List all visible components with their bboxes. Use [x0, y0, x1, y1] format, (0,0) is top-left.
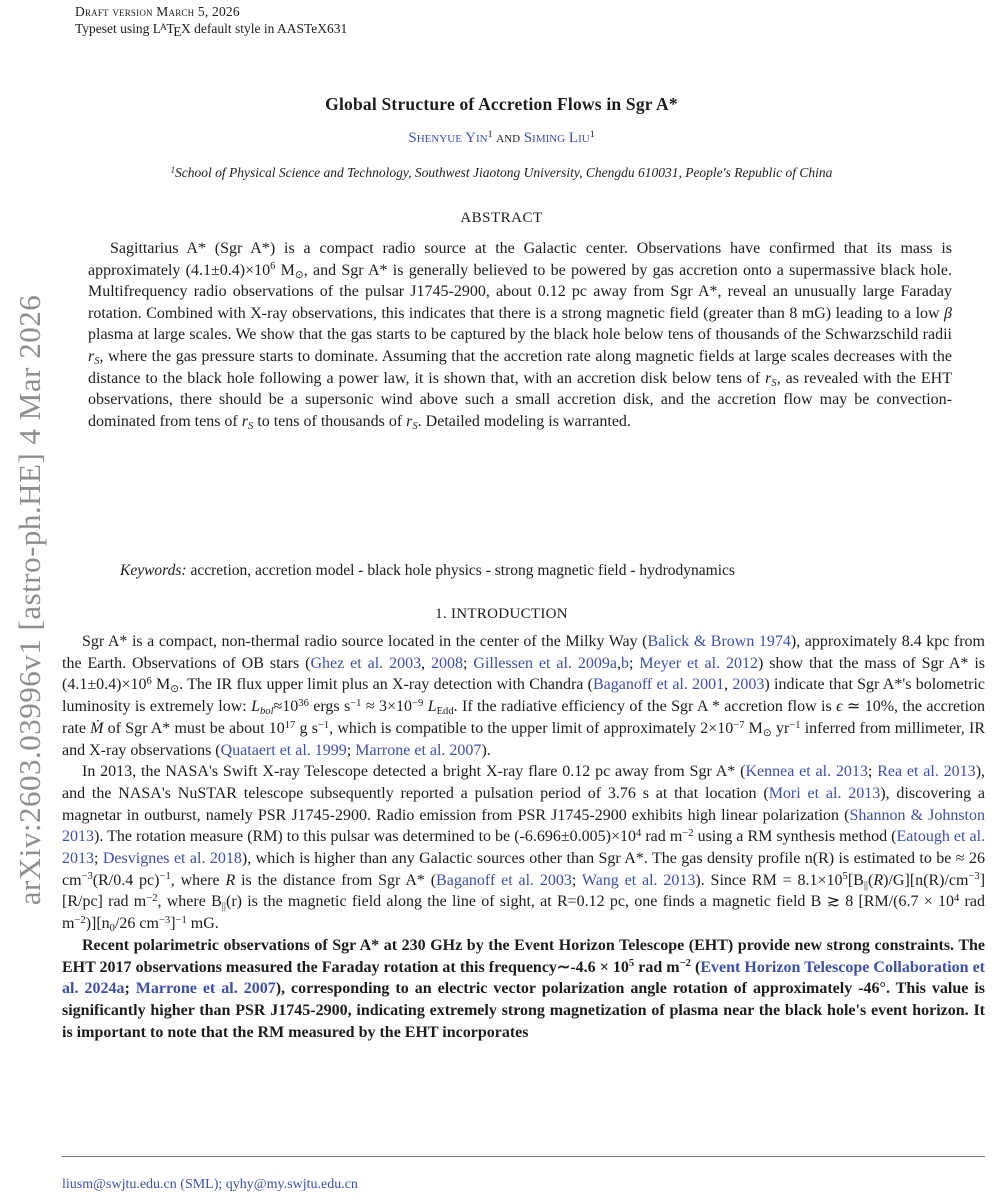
text-segment: R — [873, 871, 884, 889]
text-segment: inferred from millimeter, IR and X-ray observations ( — [62, 719, 985, 759]
text-segment: yr — [771, 719, 790, 737]
text-segment: S — [771, 377, 777, 389]
text-segment: −9 — [412, 697, 424, 709]
text-segment: L — [251, 698, 261, 716]
text-segment: 4 — [636, 828, 642, 840]
citation-link[interactable]: b — [620, 654, 629, 672]
text-segment: Typeset using — [75, 21, 153, 36]
citation-link[interactable]: Shannon & Johnston 2013 — [62, 806, 986, 846]
text-segment: S — [412, 420, 418, 432]
citation-link[interactable]: Meyer et al. 2012 — [639, 654, 759, 672]
text-segment: , as revealed with the EHT observations, there should be a supersonic wind above such a small accretion disk, and the accretion flow may be convection-dominated from tens of — [88, 369, 952, 430]
text-segment: 5 — [628, 958, 635, 970]
text-segment: ), and the NASA's NuSTAR telescope subsequently reported a pulsation period of 3.76 s at that location ( — [62, 763, 986, 802]
citation-link[interactable]: Mori et al. 2013 — [768, 784, 881, 802]
text-segment: /26 cm — [114, 915, 159, 933]
text-segment: to tens of thousands of — [253, 412, 407, 430]
text-segment: R — [225, 871, 236, 889]
text-segment: )][n — [85, 915, 110, 933]
citation-link[interactable]: Eatough et al. 2013 — [62, 828, 986, 868]
citation-link[interactable]: Gillessen et al. 2009a — [473, 654, 617, 672]
text-segment: −3 — [968, 871, 980, 883]
intro-paragraph-1 — [62, 631, 985, 761]
text-segment: r — [765, 369, 772, 387]
text-segment: ≈10 — [273, 698, 299, 716]
text-segment: . The IR flux upper limit plus an X-ray detection with Chandra ( — [179, 676, 593, 694]
text-segment: , which is compatible to the upper limit of approximately 2×10 — [329, 719, 734, 737]
text-segment: plasma at large scales. We show that the gas starts to be captured by the black hole below tens of thousands of the Schwarzschild radii — [88, 326, 952, 344]
typeset-style-line — [75, 20, 347, 39]
text-segment: ). The rotation measure (RM) to this pulsar was determined to be (-6.696±0.005)×10 — [94, 828, 637, 846]
text-segment: ; — [124, 980, 136, 998]
citation-link[interactable]: 2003 — [732, 676, 765, 694]
text-segment: 1 — [170, 164, 176, 175]
text-segment: ] — [170, 915, 176, 933]
text-segment: (r) is the magnetic field along the line of sight, at R=0.12 pc, one finds a magnetic field B ≳ 8 [RM/(6.7 × 10 — [225, 893, 955, 911]
text-segment: S — [94, 355, 100, 367]
citation-link[interactable]: Marrone et al. 2007 — [355, 741, 482, 759]
text-segment: Edd — [436, 706, 454, 718]
text-segment: ) show that the mass of Sgr A* is (4.1±0.4)×10 — [62, 654, 986, 694]
footnote-rule — [62, 1156, 985, 1157]
text-segment: −1 — [317, 719, 330, 731]
text-segment: , — [724, 676, 733, 694]
citation-link[interactable]: Marrone et al. 2007 — [135, 980, 276, 998]
citation-link[interactable]: Kennea et al. 2013 — [745, 763, 868, 781]
text-segment: Recent polarimetric observations of Sgr A* at 230 GHz by the Event Horizon Telescope (EHT) provide new strong constraints. The EHT 2017 observations measured the Faraday rotation at this frequency∼-4.6 × 10 — [62, 936, 985, 976]
citation-link[interactable]: Quataert et al. 1999 — [220, 741, 347, 759]
citation-link[interactable]: Balick & Brown 1974 — [647, 633, 791, 650]
text-segment: of Sgr A* must be about 10 — [103, 719, 285, 737]
text-segment: −1 — [175, 914, 187, 926]
text-segment: ). Since RM = 8.1×10 — [695, 871, 843, 889]
text-segment: ; — [867, 763, 878, 781]
draft-header — [75, 3, 347, 39]
text-segment: , — [616, 654, 621, 672]
text-segment: accretion, accretion model - black hole physics - strong magnetic field - hydrodynamics — [190, 562, 735, 579]
text-segment: ), discovering a magnetar in outburst, namely PSR J1745-2900. Radio emission from PSR J1745-2900 exhibits high linear polarization ( — [62, 784, 986, 824]
author-line — [0, 130, 1003, 147]
text-segment: ), corresponding to an electric vector polarization angle rotation of approximately -46°. This value is significantly higher than PSR J1745-2900, indicating extremely strong magnetization of plasma near the black hole's event horizon. It is important to note that the RM measured by the EHT incorporates — [62, 980, 986, 1041]
text-segment: || — [863, 879, 869, 891]
text-segment: M — [275, 261, 295, 279]
text-segment: . Detailed modeling is warranted. — [417, 412, 631, 430]
text-segment: ; — [346, 741, 356, 759]
text-segment: −1 — [159, 871, 171, 883]
text-segment: X default style in AASTeX631 — [180, 21, 348, 36]
text-segment: −3 — [81, 871, 93, 883]
affiliation-line — [0, 165, 1003, 181]
citation-link[interactable]: Baganoff et al. 2003 — [436, 871, 572, 889]
text-segment: ( — [868, 871, 874, 889]
text-segment: ). — [481, 741, 491, 759]
text-segment: r — [241, 412, 248, 430]
citation-link[interactable]: Baganoff et al. 2001 — [593, 676, 725, 694]
text-segment: S — [247, 420, 254, 432]
text-segment: , where — [170, 871, 226, 889]
abstract-heading: ABSTRACT — [460, 210, 543, 226]
text-segment: , where B — [157, 893, 222, 911]
text-segment: rad m — [62, 893, 985, 933]
abstract-text — [88, 238, 952, 432]
text-segment: r — [406, 412, 413, 430]
text-segment: ⊙ — [294, 269, 304, 281]
citation-link[interactable]: 2008 — [431, 654, 464, 672]
text-segment: ≈ 3×10 — [361, 698, 413, 716]
text-segment: Sgr A* is a compact, non-thermal radio source located in the center of the Milky Way ( — [82, 633, 648, 650]
text-segment: A — [159, 22, 167, 34]
text-segment: . If the radiative efficiency of the Sgr A * accretion flow is — [453, 698, 837, 716]
text-segment: −1 — [350, 697, 362, 709]
citation-link[interactable]: Rea et al. 2013 — [877, 763, 976, 781]
text-segment: 4 — [954, 893, 960, 905]
text-segment: ; — [94, 850, 103, 868]
text-segment: (R/0.4 pc) — [92, 871, 160, 889]
intro-paragraph-2 — [62, 761, 985, 935]
citation-link[interactable]: Desvignes et al. 2018 — [102, 850, 242, 868]
citation-link[interactable]: Siming Liu — [523, 130, 590, 146]
text-segment: 5 — [842, 871, 848, 883]
citation-link[interactable]: liusm@swjtu.edu.cn (SML); qyhy@my.swjtu.edu.cn — [62, 1177, 358, 1192]
text-segment: 1 — [589, 129, 595, 141]
text-segment: ) indicate that Sgr A*'s bolometric luminosity is extremely low: — [62, 676, 986, 716]
citation-link[interactable]: Ghez et al. 2003 — [310, 654, 422, 672]
text-segment: −2 — [682, 828, 694, 840]
text-segment: r — [88, 347, 95, 365]
text-segment: Sagittarius A* (Sgr A*) is a compact radio source at the Galactic center. Observations have confirmed that its mass is approximately (4.1±0.4)×10 — [88, 240, 952, 279]
text-segment: ; — [571, 871, 582, 889]
text-segment: rad m — [634, 958, 680, 976]
text-segment: using a RM synthesis method ( — [693, 828, 897, 846]
citation-link[interactable]: Shenyue Yin — [408, 130, 488, 146]
text-segment: , where the gas pressure starts to dominate. Assuming that the accretion rate along magnetic fields at large scales decreases with the distance to the black hole following a power law, it is shown that, with an accretion disk below tens of — [88, 347, 952, 387]
text-segment: ϵ — [836, 698, 843, 716]
text-segment: L — [152, 21, 162, 36]
text-segment: 6 — [146, 676, 152, 688]
text-segment: ; — [463, 654, 474, 672]
text-segment: M — [151, 676, 171, 694]
text-segment: 36 — [298, 697, 309, 709]
text-segment: ), approximately 8.4 kpc from the Earth. Observations of OB stars ( — [62, 633, 986, 672]
text-segment: In 2013, the NASA's Swift X-ray Telescope detected a bright X-ray flare 0.12 pc away from Sgr A* ( — [82, 763, 746, 781]
citation-link[interactable]: Event Horizon Telescope Collaboration et al. 2024a — [62, 958, 986, 998]
text-segment: ⊙ — [762, 727, 772, 739]
text-segment: −3 — [158, 914, 171, 926]
text-segment: School of Physical Science and Technology, Southwest Jiaotong University, Chengdu 610031, People's Republic of China — [175, 165, 833, 180]
text-segment: −1 — [789, 719, 801, 731]
text-segment: −2 — [146, 893, 158, 905]
text-segment: β — [944, 304, 952, 322]
text-segment: −2 — [679, 958, 691, 970]
text-segment: rad m — [641, 828, 683, 846]
text-segment: ergs s — [308, 698, 351, 716]
text-segment: 1 — [487, 129, 493, 141]
text-segment: Ṁ — [90, 719, 104, 737]
intro-paragraph-3 — [62, 935, 985, 1044]
section-1-heading: 1. INTRODUCTION — [435, 606, 568, 622]
text-segment: −7 — [733, 719, 745, 731]
text-segment: || — [221, 901, 226, 913]
citation-link[interactable]: Wang et al. 2013 — [581, 871, 696, 889]
paper-title: Global Structure of Accretion Flows in Sgr A* — [325, 94, 678, 114]
text-segment: bol — [260, 706, 274, 718]
text-segment: , — [421, 654, 432, 672]
text-segment: T — [166, 21, 175, 36]
text-segment: ), which is higher than any Galactic sources other than Sgr A*. The gas density profile n(R) is estimated to be ≈ 26 cm — [62, 850, 985, 889]
introduction-body — [62, 631, 985, 1043]
text-segment: [B — [847, 871, 864, 889]
text-segment: ⊙ — [170, 684, 180, 696]
text-segment: 6 — [270, 261, 276, 273]
text-segment: 0 — [109, 923, 115, 935]
text-segment: and — [492, 130, 524, 146]
keywords-line — [88, 562, 952, 580]
draft-version-line: Draft version March 5, 2026 — [75, 4, 240, 19]
text-segment: , and Sgr A* is generally believed to be powered by gas accretion onto a supermassive black hole. Multifrequency radio observations of the pulsar J1745-2900, about 0.12 pc away from Sgr A*, reveal an unusually large Faraday rotation. Combined with X-ray observations, this indicates that there is a strong magnetic field (greater than 8 mG) leading to a low — [88, 261, 953, 322]
text-segment: −2 — [74, 914, 86, 926]
text-segment: ≃ 10%, the accretion rate — [62, 698, 986, 737]
text-segment: M — [744, 719, 763, 737]
text-segment: is the distance from Sgr A* ( — [235, 871, 437, 889]
text-segment: ; — [628, 654, 640, 672]
text-segment: ][R/pc] rad m — [62, 871, 986, 911]
text-segment: L — [427, 698, 437, 716]
text-segment: E — [173, 23, 182, 39]
text-segment: ( — [690, 958, 701, 976]
text-segment: 17 — [284, 719, 296, 731]
footer-email — [62, 1177, 358, 1193]
text-segment: Keywords: — [120, 562, 191, 579]
text-segment: g s — [295, 719, 318, 737]
text-segment: mG. — [186, 915, 219, 933]
text-segment: )/G][n(R)/cm — [883, 871, 969, 889]
arxiv-watermark: arXiv:2603.03996v1 [astro-ph.HE] 4 Mar 2026 — [12, 294, 47, 906]
